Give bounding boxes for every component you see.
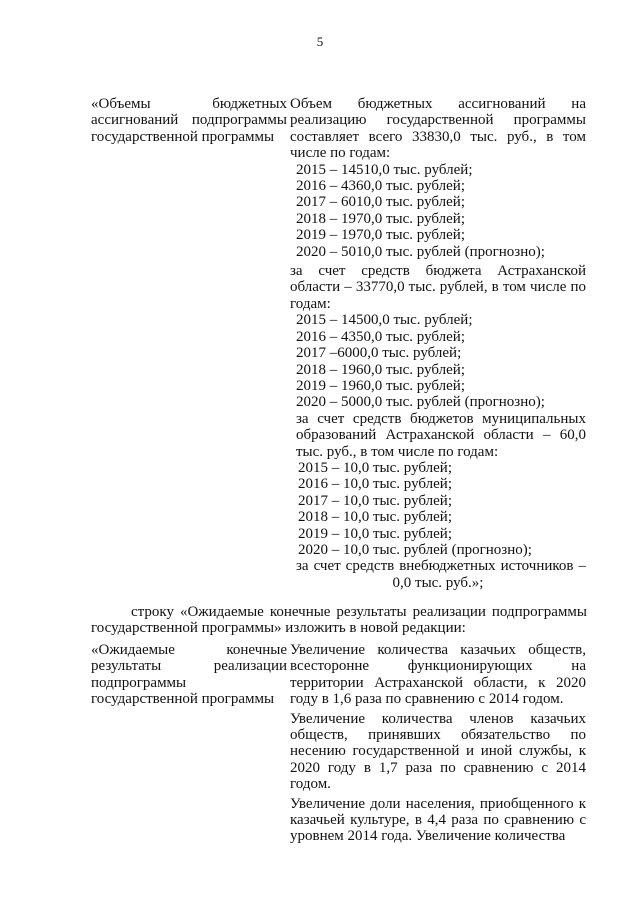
page-number: 5 [316, 34, 324, 49]
extrabudget-amount: 0,0 тыс. руб.»; [392, 574, 484, 591]
regional-year-item: 2020 – 5000,0 тыс. рублей (прогнозно); [296, 394, 545, 411]
results-details [290, 642, 586, 845]
results-label: «Ожидаемые конечные результаты реализации подпрограммы государственной программы [91, 642, 287, 708]
budget-intro: Объем бюджетных ассигнований на реализацию государственной программы составляет всего 33830,0 тыс. руб., в том числе по годам: [290, 96, 586, 162]
result-item: Увеличение доли населения, приобщенного к казачьей культуре, в 4,4 раза по сравнению с уровнем 2014 года. Увеличение количества [290, 795, 586, 845]
instruction-line: строку «Ожидаемые конечные результаты реализации подпрограммы [131, 604, 587, 620]
instruction-paragraph [91, 604, 587, 637]
total-year-item: 2018 – 1970,0 тыс. рублей; [296, 210, 465, 227]
regional-year-item: 2015 – 14500,0 тыс. рублей; [296, 312, 473, 329]
regional-year-item: 2017 –6000,0 тыс. рублей; [296, 345, 462, 362]
total-year-list [290, 162, 586, 260]
budget-details [290, 96, 586, 591]
regional-year-item: 2019 – 1960,0 тыс. рублей; [296, 377, 465, 394]
municipal-year-list [290, 460, 586, 558]
total-year-item: 2019 – 1970,0 тыс. рублей; [296, 227, 465, 244]
regional-intro: за счет средств бюджета Астраханской области – 33770,0 тыс. рублей, в том числе по годам: [290, 263, 586, 312]
municipal-year-item: 2017 – 10,0 тыс. рублей; [298, 492, 452, 509]
total-year-item: 2015 – 14510,0 тыс. рублей; [296, 161, 473, 178]
municipal-year-item: 2018 – 10,0 тыс. рублей; [298, 509, 452, 526]
result-item: Увеличение количества членов казачьих обществ, принявших обязательство по несению государственной и иной службы, к 2020 году в 1,7 раза по сравнению с 2014 годом. [290, 710, 586, 793]
municipal-year-item: 2016 – 10,0 тыс. рублей; [298, 476, 452, 493]
municipal-year-item: 2015 – 10,0 тыс. рублей; [298, 459, 452, 476]
regional-year-item: 2018 – 1960,0 тыс. рублей; [296, 361, 465, 378]
extrabudget-line: за счет средств внебюджетных источников – [296, 558, 586, 575]
budget-label: «Объемы бюджетных ассигнований подпрограммы государственной программы [91, 96, 287, 145]
total-year-item: 2020 – 5010,0 тыс. рублей (прогнозно); [296, 243, 545, 260]
total-year-item: 2016 – 4360,0 тыс. рублей; [296, 178, 465, 195]
total-year-item: 2017 – 6010,0 тыс. рублей; [296, 194, 465, 211]
municipal-intro: за счет средств бюджетов муниципальных образований Астраханской области – 60,0 тыс. руб., в том числе по годам: [296, 410, 586, 460]
regional-year-item: 2016 – 4350,0 тыс. рублей; [296, 328, 465, 345]
municipal-year-item: 2019 – 10,0 тыс. рублей; [298, 525, 452, 542]
regional-year-list [290, 312, 586, 410]
municipal-year-item: 2020 – 10,0 тыс. рублей (прогнозно); [298, 541, 532, 558]
result-item: Увеличение количества казачьих обществ, всесторонне функционирующих на территории Астраханской области, к 2020 году в 1,6 раза по сравнению с 2014 годом. [290, 642, 586, 708]
instruction-line: государственной программы» изложить в новой редакции: [91, 620, 466, 637]
